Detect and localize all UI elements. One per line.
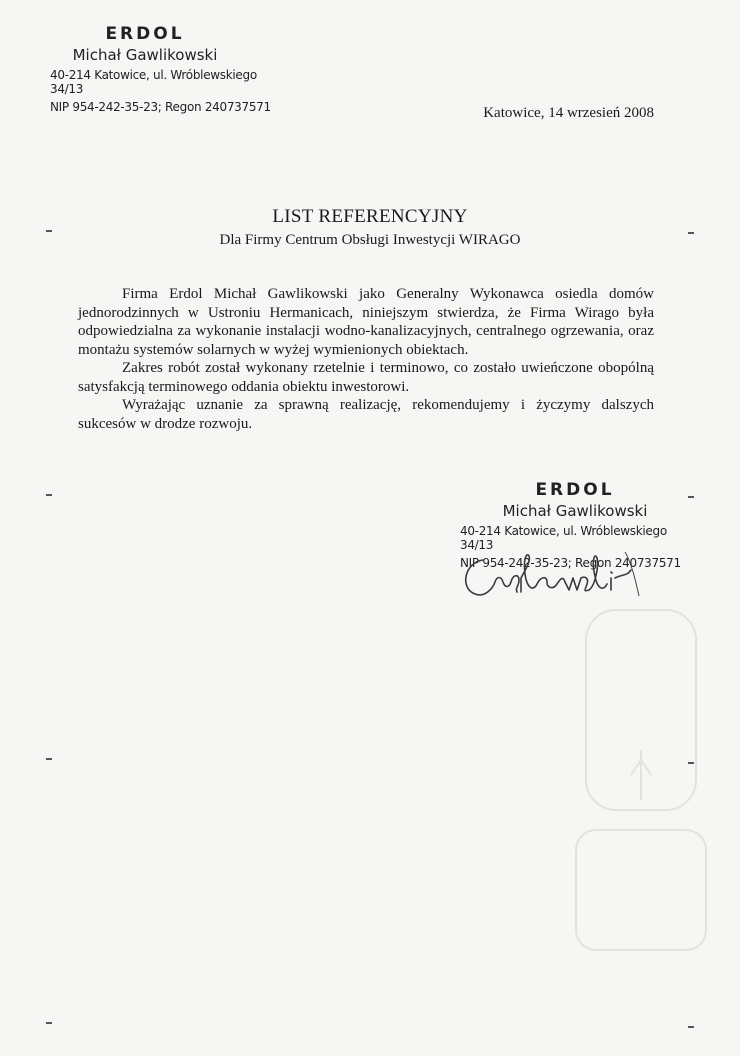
date-line: Katowice, 14 wrzesień 2008 — [483, 105, 654, 121]
edge-mark — [46, 1022, 52, 1024]
letter-subtitle: Dla Firmy Centrum Obsługi Inwestycji WIRAGO — [219, 232, 521, 248]
stamp-registration: NIP 954-242-35-23; Regon 240737571 — [460, 556, 681, 570]
letter-title: LIST REFERENCYJNY — [272, 206, 468, 227]
edge-mark — [688, 1026, 694, 1028]
edge-mark — [46, 494, 52, 496]
edge-mark — [46, 758, 52, 760]
letterhead-company: ERDOL — [105, 24, 185, 44]
letterhead-stamp — [50, 24, 280, 114]
edge-mark — [46, 230, 52, 232]
letterhead-registration: NIP 954-242-35-23; Regon 240737571 — [50, 100, 271, 114]
letterhead-address: 40-214 Katowice, ul. Wróblewskiego 34/13 — [50, 68, 257, 96]
body-paragraph: Wyrażając uznanie za sprawną realizację, rekomendujemy i życzymy dalszych sukcesów w drodze rozwoju. — [78, 397, 654, 432]
body-paragraph: Zakres robót został wykonany rzetelnie i terminowo, co zostało uwieńczone obopólną satysfakcją terminowego oddania obiektu inwestorowi. — [78, 360, 654, 395]
stamp-company: ERDOL — [535, 480, 615, 500]
letter-body — [78, 285, 654, 433]
letterhead-owner: Michał Gawlikowski — [72, 46, 218, 64]
handwritten-signature — [455, 548, 665, 604]
faint-watermark — [556, 600, 726, 960]
edge-mark — [688, 496, 694, 498]
edge-mark — [688, 232, 694, 234]
body-paragraph: Firma Erdol Michał Gawlikowski jako Generalny Wykonawca osiedla domów jednorodzinnych w Ustroniu Hermanicach, niniejszym stwierdza, że Firma Wirago była odpowiedzialna za wykonanie instalacji wodno-kanalizacyjnych, centralnego ogrzewania, oraz montażu systemów solarnych w wyżej wymienionych obiektach. — [78, 286, 654, 358]
stamp-address: 40-214 Katowice, ul. Wróblewskiego 34/13 — [460, 524, 667, 552]
stamp-owner: Michał Gawlikowski — [502, 502, 648, 520]
edge-mark — [688, 762, 694, 764]
